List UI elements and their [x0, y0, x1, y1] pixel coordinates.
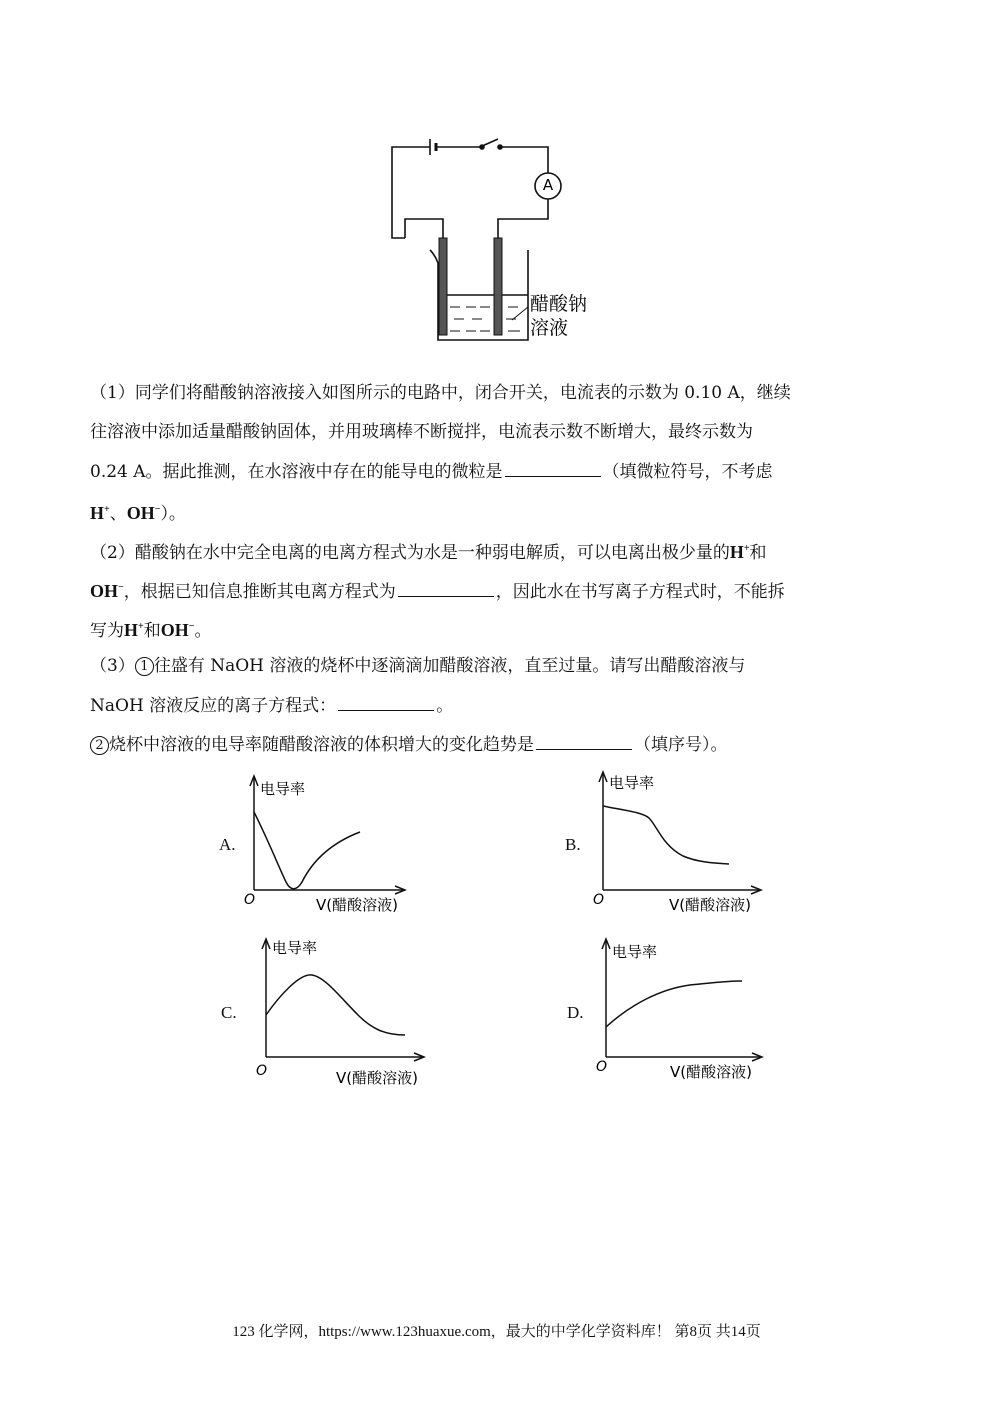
graph-d-origin: O — [596, 1059, 608, 1075]
q1-line1: （1）同学们将醋酸钠溶液接入如图所示的电路中，闭合开关，电流表的示数为 0.10 A，继续 — [90, 383, 791, 403]
graph-d-xlabel: V(醋酸溶液) — [670, 1063, 752, 1081]
q3-line2 — [90, 692, 453, 719]
q2-line1-a: （2）醋酸钠在水中完全电离的电离方程式为水是一种弱电解质，可以电离出极少量的 — [90, 543, 730, 563]
circuit-diagram — [380, 135, 620, 350]
oh-ion: OH− — [90, 581, 124, 601]
q2-line3 — [90, 614, 211, 644]
h-ion: H+ — [729, 542, 750, 562]
graph-b-xlabel: V(醋酸溶液) — [669, 896, 751, 914]
q1-line3-b: （填微粒符号，不考虑 — [602, 462, 773, 482]
graph-c-origin: O — [256, 1063, 268, 1079]
graph-c-xlabel: V(醋酸溶液) — [336, 1069, 418, 1085]
graph-c-ylabel: 电导率 — [272, 939, 318, 957]
h-ion: H+ — [90, 503, 110, 523]
graph-a-ylabel: 电导率 — [260, 780, 306, 798]
solution-label-2: 溶液 — [530, 317, 569, 339]
q2-line3-b: 和 — [143, 621, 161, 641]
graph-a-origin: O — [244, 892, 256, 908]
q2-line2-b: ，因此水在书写离子方程式时，不能拆 — [495, 582, 785, 602]
q3-line1-a: （3） — [90, 656, 135, 676]
graph-d-ylabel: 电导率 — [612, 943, 658, 961]
graph-b — [587, 768, 807, 918]
q1-line4-end: ）。 — [160, 504, 186, 524]
answer-blank-3[interactable] — [338, 692, 434, 711]
q1-line3 — [90, 458, 773, 485]
solution-label-1: 醋酸钠 — [530, 293, 588, 315]
q1-line3-a: 0.24 A。据此推测，在水溶液中存在的能导电的微粒是 — [90, 462, 503, 482]
graph-a-xlabel: V(醋酸溶液) — [316, 896, 398, 914]
graph-a — [238, 770, 458, 920]
q2-line3-a: 写为 — [90, 621, 124, 641]
q2-line1 — [90, 536, 767, 566]
graph-b-ylabel: 电导率 — [609, 774, 655, 792]
q3-line1 — [90, 653, 745, 679]
option-d-label: D. — [567, 1003, 584, 1022]
separator: 、 — [109, 504, 127, 524]
page-footer: 123 化学网，https://www.123huaxue.com，最大的中学化学资料库！ 第8页 共14页 — [232, 1324, 761, 1340]
q1-line2: 往溶液中添加适量醋酸钠固体，并用玻璃棒不断搅拌，电流表示数不断增大，最终示数为 — [90, 422, 753, 442]
answer-blank-2[interactable] — [398, 578, 494, 597]
option-a-label: A. — [219, 835, 236, 854]
option-c-label: C. — [221, 1003, 237, 1022]
graph-b-origin: O — [593, 892, 605, 908]
answer-blank-4[interactable] — [536, 731, 632, 750]
option-b-label: B. — [565, 835, 581, 854]
q3-line3-a: 烧杯中溶液的电导率随醋酸溶液的体积增大的变化趋势是 — [109, 735, 534, 755]
h-ion: H+ — [124, 620, 144, 640]
q1-line4 — [90, 497, 186, 527]
q2-line2 — [90, 575, 785, 605]
circled-number-1: 1 — [135, 657, 154, 676]
oh-ion: OH− — [160, 620, 195, 640]
graph-d — [590, 935, 810, 1085]
graph-c — [250, 935, 470, 1085]
q3-line2-a: NaOH 溶液反应的离子方程式： — [90, 696, 337, 716]
q3-line3-b: （填序号）。 — [634, 735, 728, 755]
q3-line2-b: 。 — [436, 696, 454, 716]
oh-ion: OH− — [126, 503, 161, 523]
q2-line1-b: 和 — [749, 543, 767, 563]
q3-line1-b: 往盛有 NaOH 溶液的烧杯中逐滴滴加醋酸溶液，直至过量。请写出醋酸溶液与 — [153, 656, 746, 676]
q2-line3-c: 。 — [194, 621, 212, 641]
circled-number-2: 2 — [90, 736, 109, 755]
q2-line2-a: ，根据已知信息推断其电离方程式为 — [123, 582, 396, 602]
q3-line3 — [90, 731, 728, 758]
ammeter-label: A — [542, 176, 554, 194]
answer-blank-1[interactable] — [505, 458, 601, 477]
